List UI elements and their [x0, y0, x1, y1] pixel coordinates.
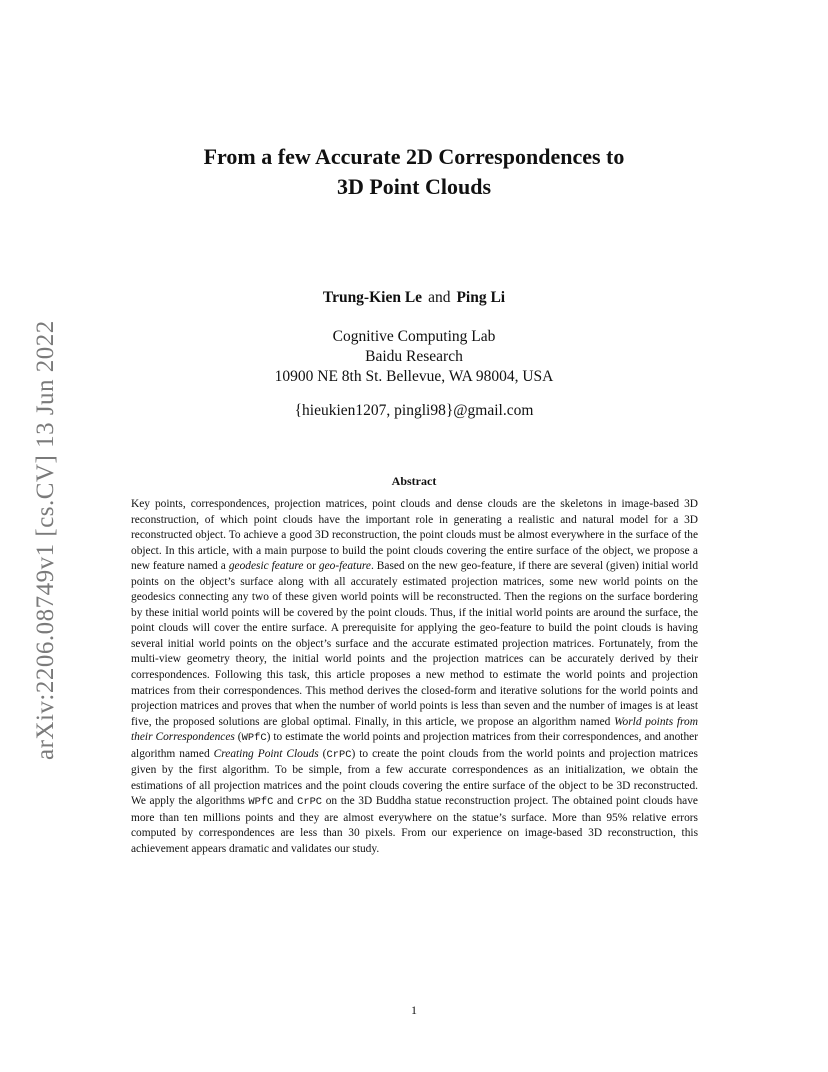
title-line-1: From a few Accurate 2D Correspondences to [203, 144, 625, 169]
algorithm-name-wpfc: WPfC [241, 732, 267, 745]
affiliation-lab: Cognitive Computing Lab [332, 328, 496, 345]
arxiv-identifier-stamp: arXiv:2206.08749v1 [cs.CV] 13 Jun 2022 [32, 320, 59, 760]
abstract-emphasis: World points from their Correspondences [131, 715, 698, 744]
algorithm-name-wpfc: WPfC [248, 796, 274, 809]
algorithm-name-crpc: CrPC [326, 748, 352, 761]
abstract-emphasis: geo-feature [318, 560, 371, 573]
abstract-text: ( [318, 747, 327, 760]
abstract-text: ) to estimate the world points and projection matrices from their correspondences, and another algorithm named [131, 731, 698, 760]
abstract-text: ) to create the point clouds from the world points and projection matrices given by the first algorithm. To be simple, from a few accurate correspondences as an initialization, we obtain the estimations of all projection matrices and the point clouds covering the entire surface of the object to be 3D reconstructed. We apply the algorithms [131, 747, 698, 808]
paper-title [0, 142, 828, 202]
author-list [0, 289, 828, 307]
affiliation-address: 10900 NE 8th St. Bellevue, WA 98004, USA [274, 368, 554, 385]
title-line-2: 3D Point Clouds [336, 174, 492, 199]
affiliation-org: Baidu Research [365, 348, 463, 365]
author-name-1: Trung-Kien Le [322, 289, 423, 306]
abstract-text: and [273, 795, 298, 808]
algorithm-name-crpc: CrPC [297, 796, 323, 809]
affiliation [0, 327, 828, 387]
abstract-text: Key points, correspondences, projection matrices, point clouds and dense clouds are the skeletons in image-based 3D reconstruction, of which point clouds have the important role in generating a realistic and natural model for a 3D reconstructed object. To achieve a good 3D reconstruction, the point clouds must be almost everywhere in the surface of the object. In this article, with a main purpose to build the point clouds covering the entire surface of the object, we propose a new feature named a [131, 498, 698, 573]
author-name-2: Ping Li [456, 289, 506, 306]
author-conjunction: and [428, 289, 451, 306]
page-number: 1 [411, 1003, 417, 1017]
abstract-text: ( [234, 731, 242, 744]
abstract-text: on the 3D Buddha statue reconstruction project. The obtained point clouds have more than ten millions points and they are almost everywhere on the statue’s surface. More than 95% relative errors computed by correspondences are less than 30 pixels. From our experience on image-based 3D reconstruction, this achievement appears dramatic and validates our study. [131, 795, 698, 856]
author-email: {hieukien1207, pingli98}@gmail.com [294, 402, 534, 419]
abstract-emphasis: geodesic feature [228, 560, 304, 573]
abstract-body [131, 497, 698, 858]
abstract-heading: Abstract [391, 474, 437, 488]
abstract-text: or [303, 560, 319, 573]
abstract-emphasis: Creating Point Clouds [213, 747, 319, 760]
abstract-text: . Based on the new geo-feature, if there are several (given) initial world points on the object’s surface along with all accurately estimated projection matrices, some new world points on the geodesics connecting any two of these given world points will be reconstructed. Then the regions on the surface bordering by these initial world points will be covered by the point clouds. Thus, if the initial world points are around the surface, the point clouds will cover the entire surface. A prerequisite for applying the geo-feature to build the point clouds is having several initial world points on the object’s surface and the accurate estimated projection matrices. Fortunately, from the multi-view geometry theory, the initial world points and the projection matrices can be accurately derived by their correspondences. Following this task, this article proposes a new method to estimate the world points and projection matrices from their correspondences. This method derives the closed-form and iterative solutions for the world points and projection matrices and proves that when the number of world points is less than seven and the number of images is at least five, the proposed solutions are global optimal. Finally, in this article, we propose an algorithm named [131, 560, 699, 728]
